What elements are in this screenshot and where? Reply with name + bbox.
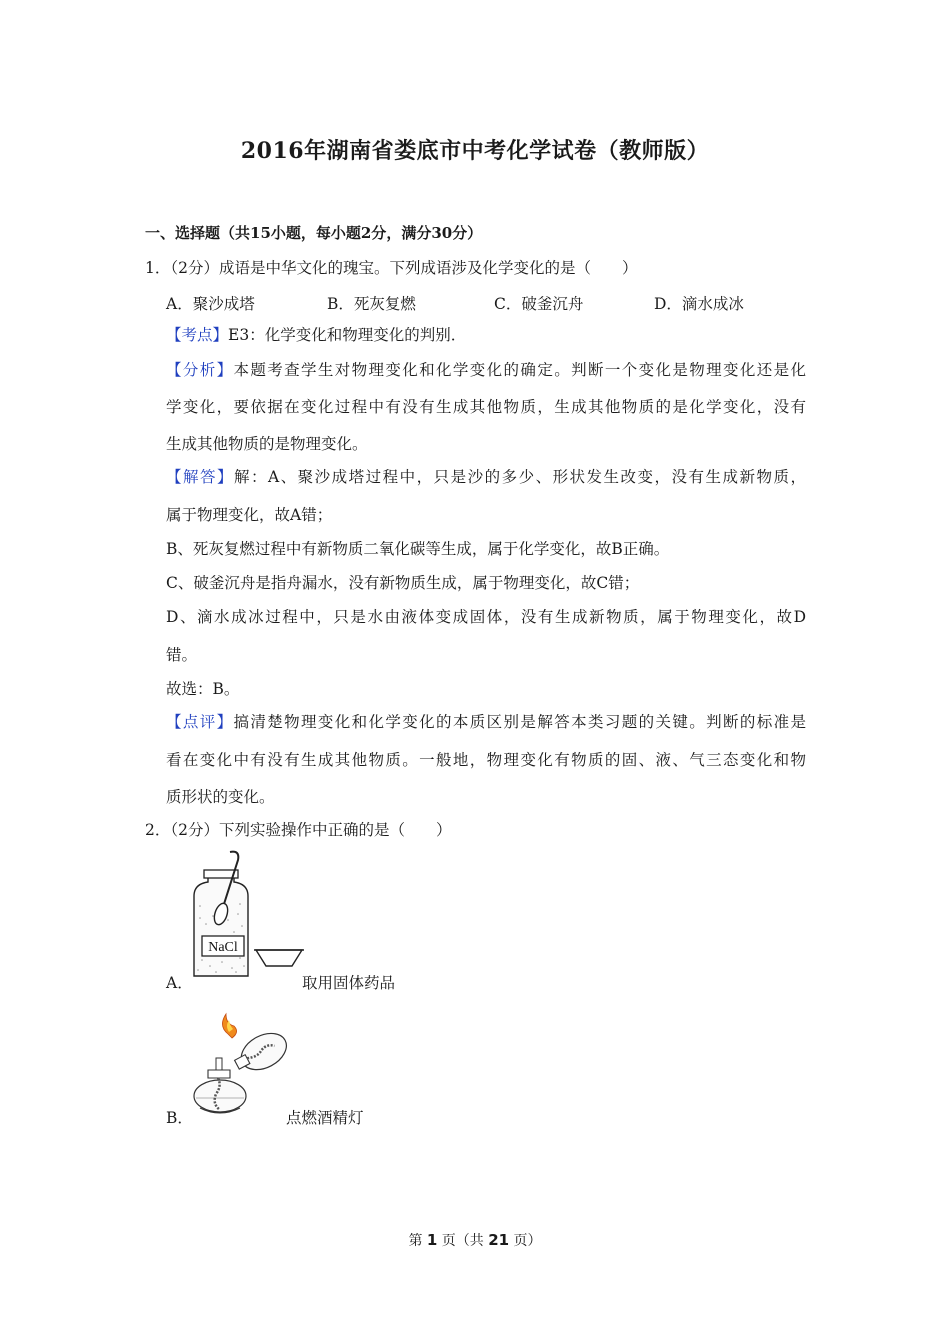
jieda-tag: 【解答】: [166, 468, 234, 486]
q1-fenxi-line-2: 学变化，要依据在变化过程中有没有生成其他物质，生成其他物质的是化学变化，没有: [166, 398, 806, 416]
jieda-text-1: 解：A、聚沙成塔过程中，只是沙的多少、形状发生改变，没有生成新物质，: [233, 468, 806, 486]
footer-total-pages: 21: [488, 1231, 510, 1249]
q1-dianping-line-3: 质形状的变化。: [166, 788, 275, 806]
q1-stem: 1．（2分）成语是中华文化的瑰宝。下列成语涉及化学变化的是（ ）: [145, 259, 638, 277]
q1-option-a: A．聚沙成塔: [166, 295, 255, 313]
q1-dianping-line-1: [166, 712, 806, 732]
nacl-label: NaCl: [208, 940, 238, 955]
page-footer: [0, 1230, 950, 1250]
q2-option-a-letter: A．: [166, 974, 193, 992]
dianping-text-1: 搞清楚物理变化和化学变化的本质区别是解答本类习题的关键。判断的标准是: [233, 713, 806, 731]
q1-jieda-line-5: D、滴水成冰过程中，只是水由液体变成固体，没有生成新物质，属于物理变化，故D: [166, 608, 806, 626]
q1-option-b: B．死灰复燃: [327, 295, 416, 313]
footer-page-number: 1: [426, 1231, 438, 1249]
section-heading: 一、选择题（共15小题，每小题2分，满分30分）: [145, 224, 483, 242]
q1-fenxi-line-1: [166, 360, 806, 380]
q2-option-b-letter: B．: [166, 1109, 193, 1127]
nacl-bottle-figure: [188, 848, 306, 980]
q1-dianping-line-2: 看在变化中有没有生成其他物质。一般地，物理变化有物质的固、液、气三态变化和物: [166, 751, 806, 769]
footer-post: 页）: [509, 1233, 542, 1249]
page-title: 2016年湖南省娄底市中考化学试卷（教师版）: [240, 138, 710, 164]
alcohol-lamp-figure: [190, 1012, 290, 1118]
footer-pre: 第: [408, 1233, 427, 1249]
q1-option-d: D．滴水成冰: [654, 295, 744, 313]
q1-jieda-line-7: 故选：B。: [166, 680, 240, 698]
q2-stem: 2．（2分）下列实验操作中正确的是（ ）: [145, 821, 452, 839]
q1-fenxi-line-3: 生成其他物质的是物理变化。: [166, 435, 368, 453]
q1-jieda-line-3: B、死灰复燃过程中有新物质二氧化碳等生成，属于化学变化，故B正确。: [166, 540, 670, 558]
fenxi-text-1: 本题考查学生对物理变化和化学变化的确定。判断一个变化是物理变化还是化: [233, 361, 806, 379]
q1-jieda-line-2: 属于物理变化，故A错；: [166, 506, 333, 524]
q1-jieda-line-1: [166, 467, 806, 487]
kaodian-tag: 【考点】: [166, 326, 229, 344]
kaodian-text: E3：化学变化和物理变化的判别．: [228, 326, 467, 344]
fenxi-tag: 【分析】: [166, 361, 234, 379]
dianping-tag: 【点评】: [166, 713, 234, 731]
q2-option-a-caption: 取用固体药品: [302, 974, 396, 992]
q2-option-b-caption: 点燃酒精灯: [286, 1109, 364, 1127]
footer-mid: 页（共: [437, 1233, 489, 1249]
q1-jieda-line-4: C、破釜沉舟是指舟漏水，没有新物质生成，属于物理变化，故C错；: [166, 574, 640, 592]
q1-option-c: C．破釜沉舟: [494, 295, 584, 313]
q1-kaodian: [166, 325, 466, 345]
q1-jieda-line-6: 错。: [166, 646, 198, 664]
